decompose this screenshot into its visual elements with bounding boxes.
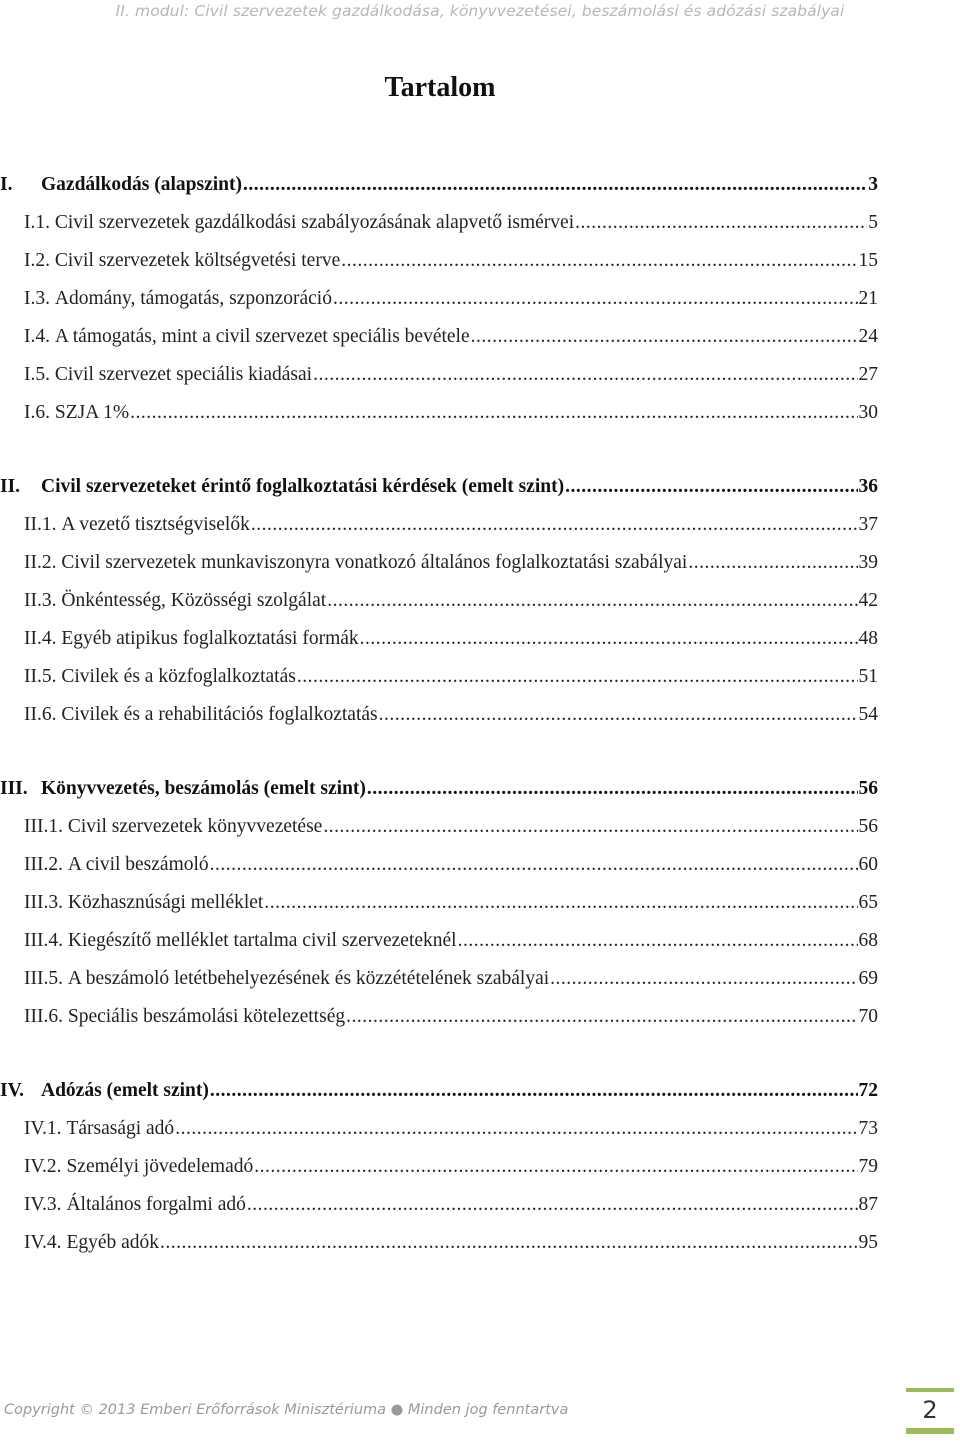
toc-dot-leader xyxy=(175,1118,857,1140)
toc-dot-leader xyxy=(575,212,867,234)
toc-dot-leader xyxy=(210,1080,858,1102)
toc-entry-number: IV.1. xyxy=(24,1118,67,1139)
toc-entry-number: II.4. xyxy=(24,628,62,649)
toc-section-entry[interactable] xyxy=(0,628,878,654)
toc-entry-page: 73 xyxy=(858,1118,878,1139)
toc-section-entry[interactable] xyxy=(0,816,878,842)
toc-dot-leader xyxy=(254,1156,857,1178)
toc-entry-label: A civil beszámoló xyxy=(67,854,209,875)
toc-entry-page: 37 xyxy=(858,514,878,535)
toc-entry-label: Civil szervezetek munkaviszonyra vonatkozó általános foglalkoztatási szabályai xyxy=(61,552,688,573)
toc-section-entry[interactable] xyxy=(0,666,878,692)
toc-section-entry[interactable] xyxy=(0,1156,878,1182)
toc-section-entry[interactable] xyxy=(0,892,878,918)
toc-entry-number: III.5. xyxy=(24,968,68,989)
toc-entry-page: 79 xyxy=(858,1156,878,1177)
toc-entry-number: I.5. xyxy=(24,364,55,385)
toc-dot-leader xyxy=(379,704,858,726)
toc-entry-page: 51 xyxy=(858,666,878,687)
toc-entry-page: 69 xyxy=(858,968,878,989)
toc-entry-label: Speciális beszámolási kötelezettség xyxy=(67,1006,346,1027)
toc-dot-leader xyxy=(341,250,857,272)
page-number-bottom-bar xyxy=(906,1428,954,1434)
header-text: II. modul: Civil szervezetek gazdálkodása, könyvvezetései, beszámolási és adózási szabályai xyxy=(115,2,845,20)
toc-entry-page: 15 xyxy=(858,250,878,271)
toc-entry-label: Adózás (emelt szint) xyxy=(41,1080,209,1101)
toc-chapter-entry[interactable] xyxy=(0,174,878,200)
toc-entry-number: IV.2. xyxy=(24,1156,67,1177)
toc-section-entry[interactable] xyxy=(0,514,878,540)
toc-entry-page: 39 xyxy=(858,552,878,573)
toc-entry-page: 56 xyxy=(858,816,878,837)
toc-section-entry[interactable] xyxy=(0,250,878,276)
toc-entry-label: Társasági adó xyxy=(66,1118,175,1139)
toc-dot-leader xyxy=(323,816,857,838)
toc-entry-page: 70 xyxy=(858,1006,878,1027)
toc-dot-leader xyxy=(247,1194,858,1216)
toc-dot-leader xyxy=(130,402,857,424)
toc-entry-page: 87 xyxy=(858,1194,878,1215)
toc-dot-leader xyxy=(471,326,858,348)
toc-entry-page: 72 xyxy=(858,1080,878,1101)
toc-section-entry[interactable] xyxy=(0,288,878,314)
toc-entry-number: II.5. xyxy=(24,666,62,687)
toc-entry-label: Könyvvezetés, beszámolás (emelt szint) xyxy=(41,778,366,799)
toc-entry-number: I.2. xyxy=(24,250,55,271)
toc-chapter-entry[interactable] xyxy=(0,778,878,804)
toc-section-entry[interactable] xyxy=(0,1006,878,1032)
toc-section-entry[interactable] xyxy=(0,364,878,390)
toc-entry-number: I.3. xyxy=(24,288,55,309)
toc-entry-number: II.1. xyxy=(24,514,62,535)
toc-entry-label: SZJA 1% xyxy=(54,402,130,423)
toc-dot-leader xyxy=(346,1006,857,1028)
toc-entry-number: II.3. xyxy=(24,590,62,611)
toc-entry-label: Közhasznúsági melléklet xyxy=(67,892,264,913)
toc-dot-leader xyxy=(243,174,867,196)
toc-entry-label: Adomány, támogatás, szponzoráció xyxy=(54,288,332,309)
toc-dot-leader xyxy=(688,552,857,574)
toc-section-entry[interactable] xyxy=(0,402,878,428)
running-header xyxy=(0,0,960,21)
toc-dot-leader xyxy=(360,628,858,650)
toc-section-entry[interactable] xyxy=(0,704,878,730)
toc-entry-label: Önkéntesség, Közösségi szolgálat xyxy=(61,590,327,611)
toc-entry-number: IV.4. xyxy=(24,1232,67,1253)
toc-entry-page: 68 xyxy=(858,930,878,951)
toc-entry-number: III.6. xyxy=(24,1006,68,1027)
toc-entry-label: Civil szervezetek könyvvezetése xyxy=(67,816,323,837)
toc-entry-label: A vezető tisztségviselők xyxy=(61,514,250,535)
page-number: 2 xyxy=(922,1396,938,1424)
toc-dot-leader xyxy=(297,666,858,688)
toc-entry-number: III.3. xyxy=(24,892,68,913)
toc-dot-leader xyxy=(160,1232,857,1254)
toc-dot-leader xyxy=(550,968,857,990)
toc-entry-page: 21 xyxy=(858,288,878,309)
toc-entry-number: II. xyxy=(0,476,21,497)
toc-entry-number: IV. xyxy=(0,1080,25,1101)
page-number-top-bar xyxy=(906,1388,954,1392)
toc-section-entry[interactable] xyxy=(0,212,878,238)
toc-section-entry[interactable] xyxy=(0,930,878,956)
toc-entry-label: Egyéb adók xyxy=(66,1232,160,1253)
toc-entry-page: 5 xyxy=(868,212,878,233)
toc-dot-leader xyxy=(264,892,857,914)
toc-entry-page: 65 xyxy=(858,892,878,913)
toc-entry-page: 42 xyxy=(858,590,878,611)
toc-entry-label: Civilek és a közfoglalkoztatás xyxy=(61,666,296,687)
toc-entry-label: Általános forgalmi adó xyxy=(66,1194,246,1215)
toc-dot-leader xyxy=(458,930,858,952)
toc-entry-label: A támogatás, mint a civil szervezet speciális bevétele xyxy=(54,326,470,347)
toc-entry-number: I. xyxy=(0,174,13,195)
toc-entry-number: III.4. xyxy=(24,930,68,951)
footer-copyright: Copyright © 2013 Emberi Erőforrások Minisztériuma ● Minden jog fenntartva xyxy=(4,1402,569,1418)
toc-entry-page: 54 xyxy=(858,704,878,725)
toc-entry-label: Civil szervezeteket érintő foglalkoztatási kérdések (emelt szint) xyxy=(41,476,565,497)
toc-entry-number: I.4. xyxy=(24,326,55,347)
toc-entry-label: Civil szervezet speciális kiadásai xyxy=(54,364,313,385)
toc-entry-number: II.6. xyxy=(24,704,62,725)
toc-entry-number: II.2. xyxy=(24,552,62,573)
toc-chapter-entry[interactable] xyxy=(0,1080,878,1106)
toc-entry-number: III.2. xyxy=(24,854,68,875)
toc-dot-leader xyxy=(313,364,857,386)
toc-entry-page: 36 xyxy=(858,476,878,497)
page-number-box xyxy=(906,1388,954,1434)
toc-section-entry[interactable] xyxy=(0,854,878,880)
page-title: Tartalom xyxy=(384,72,496,103)
toc-entry-label: A beszámoló letétbehelyezésének és közzétételének szabályai xyxy=(67,968,550,989)
toc-section-entry[interactable] xyxy=(0,1232,878,1258)
toc-entry-label: Személyi jövedelemadó xyxy=(66,1156,254,1177)
toc-entry-number: III.1. xyxy=(24,816,68,837)
toc-entry-label: Civil szervezetek költségvetési terve xyxy=(54,250,341,271)
toc-dot-leader xyxy=(565,476,857,498)
toc-entry-page: 95 xyxy=(858,1232,878,1253)
toc-section-entry[interactable] xyxy=(0,552,878,578)
toc-entry-number: I.1. xyxy=(24,212,55,233)
toc-entry-label: Civilek és a rehabilitációs foglalkoztatás xyxy=(61,704,378,725)
toc-entry-label: Kiegészítő melléklet tartalma civil szervezeteknél xyxy=(67,930,457,951)
toc-chapter-entry[interactable] xyxy=(0,476,878,502)
toc-section-entry[interactable] xyxy=(0,968,878,994)
toc-entry-page: 48 xyxy=(858,628,878,649)
toc-entry-page: 30 xyxy=(858,402,878,423)
toc-dot-leader xyxy=(251,514,858,536)
toc-entry-label: Civil szervezetek gazdálkodási szabályozásának alapvető ismérvei xyxy=(54,212,575,233)
toc-section-entry[interactable] xyxy=(0,590,878,616)
toc-section-entry[interactable] xyxy=(0,1118,878,1144)
toc-entry-number: III. xyxy=(0,778,28,799)
toc-entry-label: Gazdálkodás (alapszint) xyxy=(41,174,242,195)
toc-dot-leader xyxy=(333,288,858,310)
toc-dot-leader xyxy=(327,590,857,612)
toc-entry-page: 56 xyxy=(858,778,878,799)
toc-dot-leader xyxy=(210,854,858,876)
toc-entry-page: 60 xyxy=(858,854,878,875)
toc-entry-label: Egyéb atipikus foglalkoztatási formák xyxy=(61,628,359,649)
toc-dot-leader xyxy=(367,778,858,800)
toc-section-entry[interactable] xyxy=(0,326,878,352)
toc-entry-page: 24 xyxy=(858,326,878,347)
toc-entry-page: 27 xyxy=(858,364,878,385)
toc-entry-number: I.6. xyxy=(24,402,55,423)
toc-entry-page: 3 xyxy=(868,174,878,195)
toc-entry-number: IV.3. xyxy=(24,1194,67,1215)
toc-section-entry[interactable] xyxy=(0,1194,878,1220)
